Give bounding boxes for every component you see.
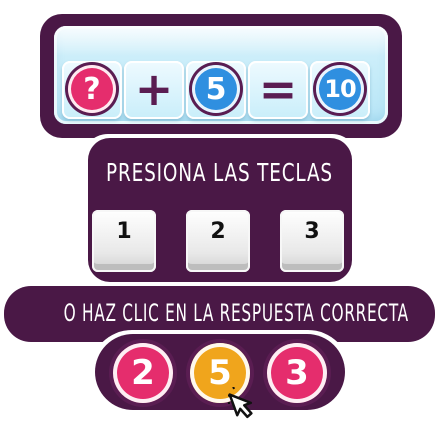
answer-button-5[interactable]: 5 (190, 343, 250, 403)
plus-sign: + (134, 62, 174, 116)
answer-button-3[interactable]: 3 (267, 343, 327, 403)
key-label: 3 (304, 218, 320, 244)
result-circle: 10 (316, 65, 364, 113)
press-keys-instruction: PRESIONA LAS TECLAS (106, 158, 333, 187)
key-2[interactable] (186, 210, 250, 272)
ice-highlight (54, 26, 388, 56)
unknown-circle: ? (68, 65, 116, 113)
hand-pointer-icon (228, 387, 268, 431)
answer-button-2[interactable]: 2 (113, 343, 173, 403)
click-answer-instruction: O HAZ CLIC EN LA RESPUESTA CORRECTA (63, 299, 409, 327)
operand-circle: 5 (192, 65, 240, 113)
key-label: 1 (116, 218, 132, 244)
equals-sign: = (258, 62, 298, 116)
key-1[interactable] (92, 210, 156, 272)
key-label: 2 (210, 218, 226, 244)
key-3[interactable] (280, 210, 344, 272)
